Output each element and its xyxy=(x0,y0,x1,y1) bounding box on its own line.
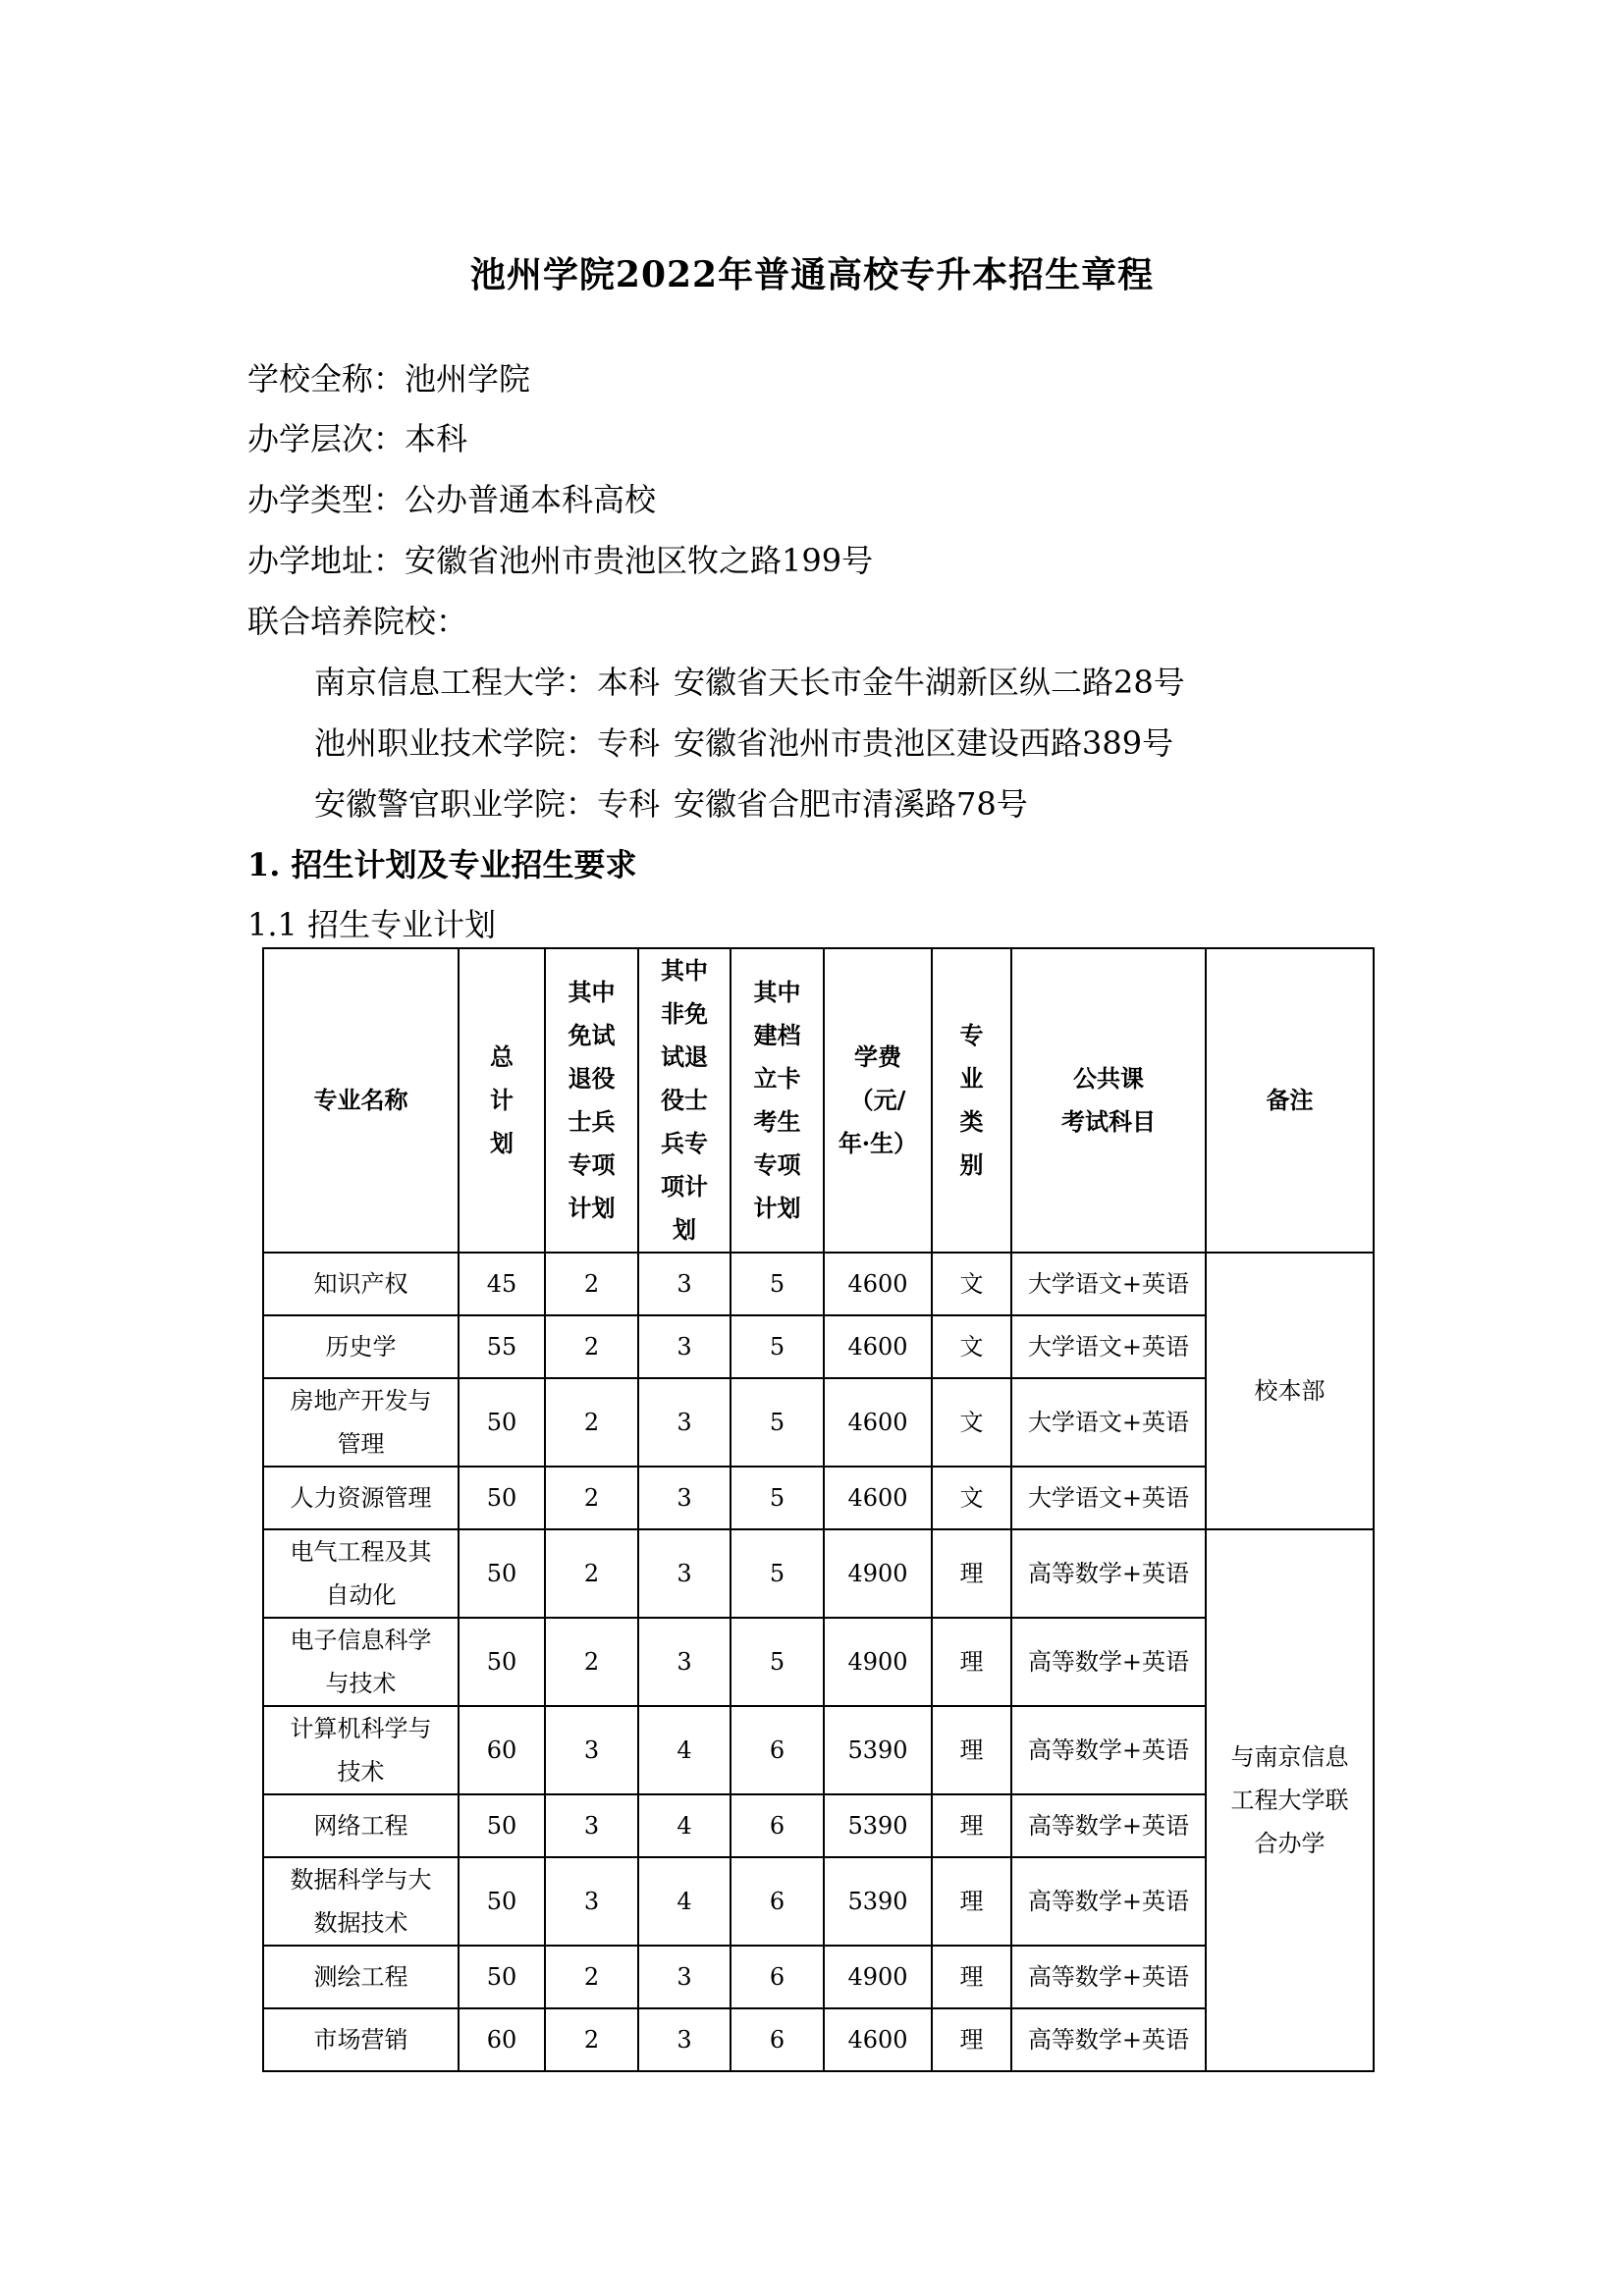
header-line: 其中 xyxy=(568,978,616,1006)
cell-major xyxy=(263,1794,459,1857)
cell-nonexempt: 3 xyxy=(638,1946,731,2008)
enrollment-plan-table xyxy=(262,947,1375,2072)
cell-nonexempt: 3 xyxy=(638,1618,731,1706)
cell-major xyxy=(263,1706,459,1794)
info-value: 池州学院 xyxy=(405,360,531,398)
info-type xyxy=(247,478,656,521)
partner-item xyxy=(314,661,1185,704)
header-category xyxy=(932,948,1011,1253)
header-line: 专项 xyxy=(753,1150,801,1179)
cell-exam: 高等数学+英语 xyxy=(1011,1618,1206,1706)
cell-veteran: 2 xyxy=(545,1253,638,1315)
major-line: 自动化 xyxy=(325,1581,397,1609)
partner-address: 安徽省池州市贵池区建设西路389号 xyxy=(674,724,1174,762)
cell-nonexempt: 4 xyxy=(638,1857,731,1946)
cell-category: 理 xyxy=(932,1529,1011,1618)
cell-major xyxy=(263,1857,459,1946)
info-value: 本科 xyxy=(405,420,468,457)
subsection-heading: 1.1 招生专业计划 xyxy=(247,906,497,943)
cell-exam: 大学语文+英语 xyxy=(1011,1315,1206,1378)
cell-category: 文 xyxy=(932,1467,1011,1529)
header-line: 划 xyxy=(673,1215,696,1244)
cell-category: 理 xyxy=(932,1946,1011,2008)
header-fee xyxy=(824,948,932,1253)
cell-veteran: 2 xyxy=(545,1618,638,1706)
header-line: 公共课 xyxy=(1073,1064,1144,1093)
cell-fee: 4900 xyxy=(824,1618,932,1706)
cell-fee: 4600 xyxy=(824,1253,932,1315)
cell-category: 理 xyxy=(932,1618,1011,1706)
cell-major xyxy=(263,2008,459,2071)
header-nonexempt xyxy=(638,948,731,1253)
major-line: 与技术 xyxy=(325,1670,397,1697)
cell-nonexempt: 4 xyxy=(638,1794,731,1857)
header-line: 划 xyxy=(490,1129,514,1157)
cell-veteran: 3 xyxy=(545,1857,638,1946)
cell-total: 50 xyxy=(459,1529,545,1618)
cell-fee: 5390 xyxy=(824,1794,932,1857)
major-line: 数据科学与大 xyxy=(290,1866,432,1894)
cell-veteran: 2 xyxy=(545,2008,638,2071)
cell-veteran: 3 xyxy=(545,1706,638,1794)
header-line: 非免 xyxy=(661,999,708,1028)
page-title: 池州学院2022年普通高校专升本招生章程 xyxy=(469,254,1155,295)
header-line: 专项 xyxy=(568,1150,616,1179)
header-major: 专业名称 xyxy=(263,948,459,1253)
table-header-row xyxy=(263,948,1374,1253)
cell-total: 55 xyxy=(459,1315,545,1378)
header-line: 兵专 xyxy=(661,1129,708,1157)
cell-poverty: 5 xyxy=(731,1315,824,1378)
cell-nonexempt: 3 xyxy=(638,1529,731,1618)
major-line: 电气工程及其 xyxy=(290,1538,432,1566)
header-poverty xyxy=(731,948,824,1253)
remark-line: 工程大学联 xyxy=(1230,1787,1349,1814)
cell-nonexempt: 4 xyxy=(638,1706,731,1794)
major-line: 数据技术 xyxy=(313,1909,408,1937)
cell-veteran: 2 xyxy=(545,1946,638,2008)
cell-nonexempt: 3 xyxy=(638,1467,731,1529)
table-row xyxy=(263,1529,1374,1618)
info-label: 学校全称： xyxy=(247,360,406,398)
cell-category: 文 xyxy=(932,1315,1011,1378)
cell-nonexempt: 3 xyxy=(638,1253,731,1315)
header-total xyxy=(459,948,545,1253)
info-value: 公办普通本科高校 xyxy=(405,481,657,518)
major-line: 历史学 xyxy=(325,1333,397,1361)
header-line: （元/ xyxy=(849,1086,906,1114)
cell-remark xyxy=(1206,1529,1374,2071)
cell-category: 文 xyxy=(932,1253,1011,1315)
header-line: 考试科目 xyxy=(1061,1107,1156,1136)
cell-veteran: 2 xyxy=(545,1315,638,1378)
major-line: 网络工程 xyxy=(313,1812,408,1840)
cell-category: 理 xyxy=(932,1857,1011,1946)
remark-line: 与南京信息 xyxy=(1230,1743,1349,1771)
table-row xyxy=(263,1253,1374,1315)
partner-name: 南京信息工程大学：本科 xyxy=(314,664,661,701)
cell-fee: 5390 xyxy=(824,1706,932,1794)
info-label: 办学类型： xyxy=(247,481,406,518)
header-line: 立卡 xyxy=(753,1064,801,1093)
info-label: 办学层次： xyxy=(247,420,406,457)
header-line: 其中 xyxy=(753,978,801,1006)
cell-major xyxy=(263,1315,459,1378)
cell-fee: 4600 xyxy=(824,1315,932,1378)
major-line: 电子信息科学 xyxy=(290,1627,432,1654)
cell-poverty: 6 xyxy=(731,1857,824,1946)
cell-fee: 4600 xyxy=(824,2008,932,2071)
major-line: 技术 xyxy=(337,1758,385,1786)
cell-fee: 4900 xyxy=(824,1529,932,1618)
cell-poverty: 5 xyxy=(731,1378,824,1467)
cell-exam: 大学语文+英语 xyxy=(1011,1253,1206,1315)
cell-fee: 4600 xyxy=(824,1378,932,1467)
cell-exam: 高等数学+英语 xyxy=(1011,1529,1206,1618)
cell-total: 60 xyxy=(459,1706,545,1794)
major-line: 房地产开发与 xyxy=(290,1387,432,1415)
partner-name: 池州职业技术学院：专科 xyxy=(314,724,661,762)
info-value: 安徽省池州市贵池区牧之路199号 xyxy=(405,542,874,579)
major-line: 管理 xyxy=(337,1430,385,1458)
header-remark: 备注 xyxy=(1206,948,1374,1253)
cell-exam: 高等数学+英语 xyxy=(1011,1794,1206,1857)
cell-poverty: 5 xyxy=(731,1253,824,1315)
header-line: 役士 xyxy=(661,1086,708,1114)
header-line: 计划 xyxy=(753,1194,801,1222)
cell-major xyxy=(263,1253,459,1315)
cell-category: 理 xyxy=(932,1706,1011,1794)
cell-nonexempt: 3 xyxy=(638,2008,731,2071)
major-line: 人力资源管理 xyxy=(290,1484,432,1512)
partner-item xyxy=(314,782,1028,826)
cell-total: 50 xyxy=(459,1378,545,1467)
header-exam xyxy=(1011,948,1206,1253)
header-line: 试退 xyxy=(661,1042,708,1071)
info-label: 办学地址： xyxy=(247,542,406,579)
header-line: 退役 xyxy=(568,1064,616,1093)
cell-major xyxy=(263,1946,459,2008)
header-line: 计划 xyxy=(568,1194,616,1222)
cell-category: 理 xyxy=(932,1794,1011,1857)
cell-remark xyxy=(1206,1253,1374,1529)
header-line: 别 xyxy=(959,1150,984,1179)
cell-fee: 4900 xyxy=(824,1946,932,2008)
header-veteran xyxy=(545,948,638,1253)
cell-total: 60 xyxy=(459,2008,545,2071)
cell-exam: 高等数学+英语 xyxy=(1011,2008,1206,2071)
header-line: 考生 xyxy=(753,1107,801,1136)
cell-total: 45 xyxy=(459,1253,545,1315)
header-line: 士兵 xyxy=(568,1107,616,1136)
section-heading: 1. 招生计划及专业招生要求 xyxy=(247,846,637,883)
cell-veteran: 2 xyxy=(545,1529,638,1618)
header-line: 其中 xyxy=(661,956,708,985)
major-line: 计算机科学与 xyxy=(290,1715,432,1742)
header-line: 建档 xyxy=(753,1021,801,1049)
cell-total: 50 xyxy=(459,1857,545,1946)
cell-major xyxy=(263,1378,459,1467)
partner-item xyxy=(314,721,1173,765)
cell-exam: 高等数学+英语 xyxy=(1011,1946,1206,2008)
header-line: 类 xyxy=(959,1107,984,1136)
cell-poverty: 5 xyxy=(731,1529,824,1618)
remark-line: 校本部 xyxy=(1254,1377,1326,1405)
header-line: 业 xyxy=(959,1064,984,1093)
partner-address: 安徽省合肥市清溪路78号 xyxy=(674,785,1028,823)
cell-poverty: 6 xyxy=(731,2008,824,2071)
header-line: 项计 xyxy=(661,1172,708,1201)
header-line: 计 xyxy=(490,1086,514,1114)
info-address xyxy=(247,539,873,582)
partners-label: 联合培养院校： xyxy=(247,603,468,640)
cell-category: 理 xyxy=(932,2008,1011,2071)
header-line: 专 xyxy=(959,1021,984,1049)
cell-poverty: 6 xyxy=(731,1794,824,1857)
cell-nonexempt: 3 xyxy=(638,1378,731,1467)
cell-category: 文 xyxy=(932,1378,1011,1467)
cell-exam: 高等数学+英语 xyxy=(1011,1857,1206,1946)
cell-exam: 高等数学+英语 xyxy=(1011,1706,1206,1794)
major-line: 知识产权 xyxy=(313,1270,408,1298)
header-line: 总 xyxy=(490,1042,514,1071)
cell-major xyxy=(263,1618,459,1706)
cell-poverty: 5 xyxy=(731,1618,824,1706)
cell-exam: 大学语文+英语 xyxy=(1011,1378,1206,1467)
cell-total: 50 xyxy=(459,1794,545,1857)
cell-poverty: 6 xyxy=(731,1706,824,1794)
cell-fee: 4600 xyxy=(824,1467,932,1529)
cell-veteran: 2 xyxy=(545,1378,638,1467)
cell-veteran: 2 xyxy=(545,1467,638,1529)
cell-total: 50 xyxy=(459,1946,545,2008)
partner-name: 安徽警官职业学院：专科 xyxy=(314,785,661,823)
cell-poverty: 6 xyxy=(731,1946,824,2008)
info-level xyxy=(247,417,467,460)
cell-veteran: 3 xyxy=(545,1794,638,1857)
major-line: 市场营销 xyxy=(313,2026,408,2054)
cell-total: 50 xyxy=(459,1618,545,1706)
cell-major xyxy=(263,1467,459,1529)
partner-address: 安徽省天长市金牛湖新区纵二路28号 xyxy=(674,664,1185,701)
cell-fee: 5390 xyxy=(824,1857,932,1946)
cell-major xyxy=(263,1529,459,1618)
header-line: 免试 xyxy=(568,1021,616,1049)
cell-poverty: 5 xyxy=(731,1467,824,1529)
remark-line: 合办学 xyxy=(1254,1830,1326,1857)
cell-total: 50 xyxy=(459,1467,545,1529)
cell-nonexempt: 3 xyxy=(638,1315,731,1378)
info-school-name xyxy=(247,357,530,400)
header-line: 学费 xyxy=(854,1042,901,1071)
cell-exam: 大学语文+英语 xyxy=(1011,1467,1206,1529)
header-line: 年·生） xyxy=(838,1129,918,1157)
major-line: 测绘工程 xyxy=(313,1963,408,1991)
